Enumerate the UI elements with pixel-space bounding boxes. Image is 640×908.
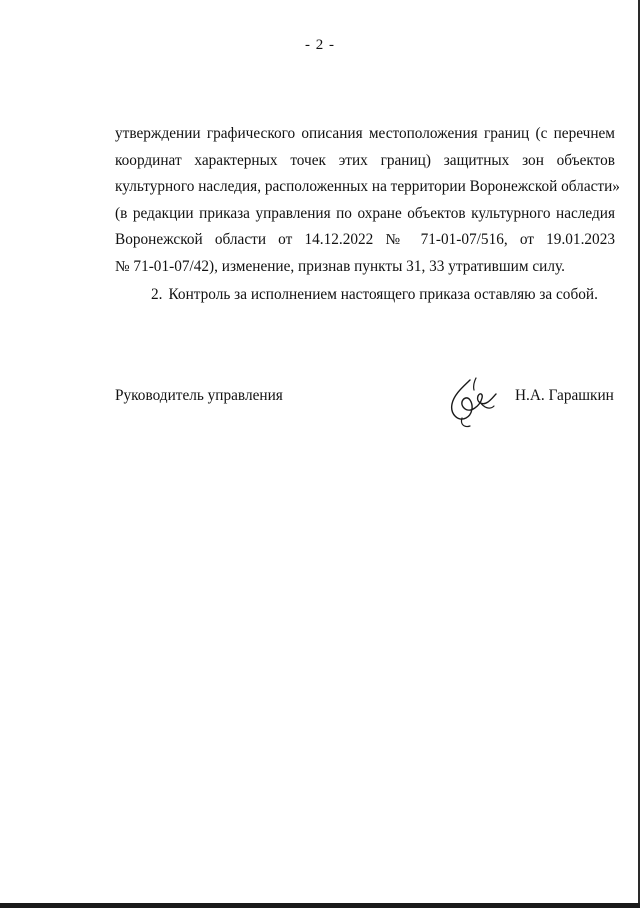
text-line-4: (в редакции приказа управления по охране объектов культурного наследия [115,204,615,222]
signatory-name: Н.А. Гарашкин [515,387,614,404]
text-line-6: № 71-01-07/42), изменение, признав пункты 31, 33 утратившим силу. [115,257,565,275]
text-line-2: координат характерных точек этих границ) защитных зон объектов [115,151,615,169]
text-line-3: культурного наследия, расположенных на территории Воронежской области» [115,178,620,196]
paragraph-text: Контроль за исполнением настоящего приказа оставляю за собой. [168,286,598,303]
page-number: - 2 - [305,37,335,53]
paragraph-2 [151,282,598,308]
signatory-role: Руководитель управления [115,387,283,404]
text-line-1: утверждении графического описания местоположения границ (с перечнем [115,125,615,142]
scan-edge-bottom [0,903,640,908]
continuation-text [115,121,620,281]
paragraph-number: 2. [151,286,163,303]
text-line-5: Воронежской области от 14.12.2022 № 71-01-07/516, от 19.01.2023 [115,231,615,249]
handwritten-signature [440,372,500,432]
